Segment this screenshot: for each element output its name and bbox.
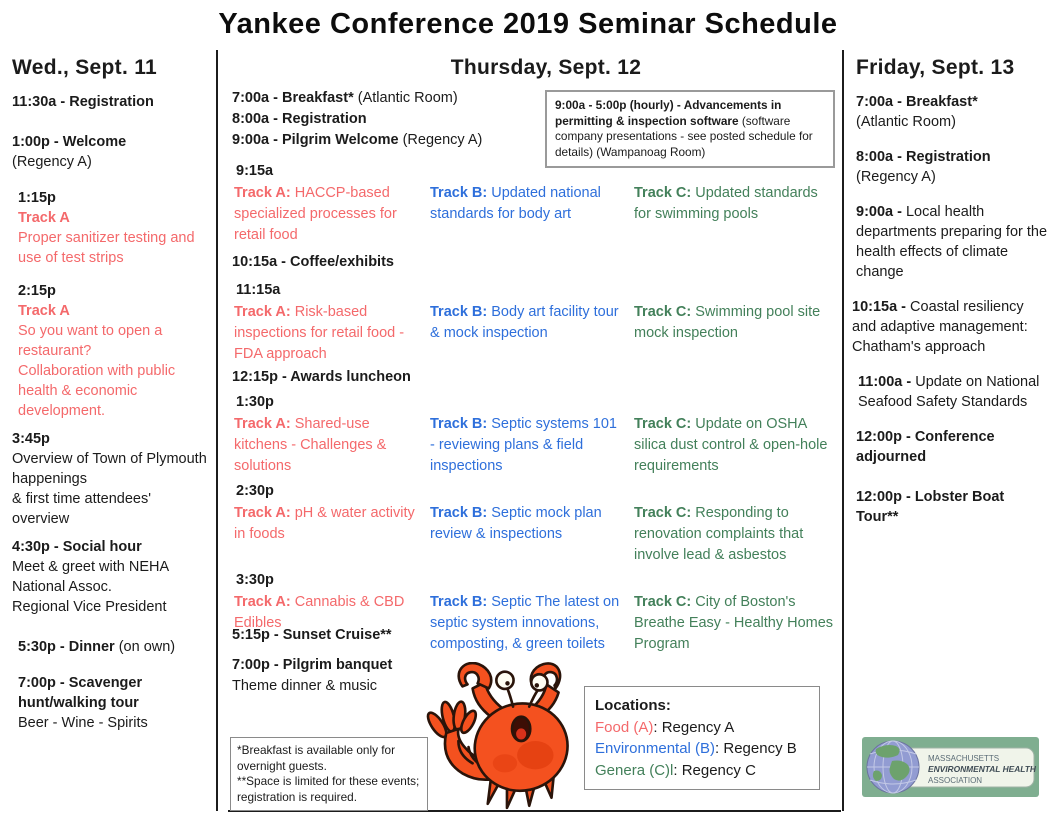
session-text: Responding to renovation complaints that involve lead & asbestos bbox=[634, 505, 804, 563]
session-900a bbox=[856, 202, 1050, 282]
session-room: (Atlantic Room) bbox=[357, 90, 458, 106]
session-title: 7:00p - Scavenger hunt/walking tour bbox=[18, 675, 143, 711]
session-text: Shared-use kitchens - Challenges & solutions bbox=[234, 416, 387, 474]
session-115p bbox=[12, 188, 208, 268]
track-a-session bbox=[228, 414, 430, 477]
session-title: 11:30a - Registration bbox=[12, 94, 154, 110]
session-title: 8:00a - Registration bbox=[856, 149, 991, 165]
track-a-label: Track A: bbox=[234, 304, 291, 320]
logo-line-1: MASSACHUSETTS bbox=[928, 754, 1000, 763]
session-time: 11:00a - bbox=[858, 374, 912, 390]
session-time: 11:15a bbox=[236, 282, 281, 298]
session-text: Septic mock plan review & inspections bbox=[430, 505, 602, 542]
track-c-label: Track C: bbox=[634, 594, 692, 610]
track-b-session bbox=[430, 183, 634, 246]
session-title: 1:00p - Welcome bbox=[12, 134, 127, 150]
track-c-session bbox=[634, 183, 840, 246]
session-registration bbox=[856, 147, 1050, 187]
session-note: (software company presentations - see posted schedule for details) (Wampanoag Room) bbox=[555, 113, 813, 159]
location-general bbox=[595, 760, 809, 782]
session-title: 7:00a - Breakfast* bbox=[232, 90, 354, 106]
session-adjourned bbox=[856, 427, 1050, 467]
session-title: 5:30p - Dinner bbox=[18, 639, 115, 655]
session-note: (on own) bbox=[118, 639, 176, 655]
location-environmental bbox=[595, 738, 809, 760]
session-title: 7:00a - Breakfast* bbox=[856, 94, 978, 110]
footnotes-box bbox=[230, 737, 428, 811]
track-a-label: Track A: bbox=[234, 185, 291, 201]
track-c-session bbox=[634, 503, 840, 566]
session-text: pH & water activity in foods bbox=[234, 505, 415, 542]
session-room: (Regency A) bbox=[12, 154, 92, 170]
session-room: (Regency A) bbox=[402, 132, 483, 148]
session-time: 10:15a - bbox=[852, 299, 907, 315]
friday-heading: Friday, Sept. 13 bbox=[856, 56, 1015, 79]
track-b-session bbox=[430, 503, 634, 566]
track-a-label: Track A bbox=[18, 210, 70, 226]
session-registration bbox=[12, 92, 208, 112]
locations-box bbox=[584, 686, 820, 790]
session-text: Update on OSHA silica dust control & open-hole requirements bbox=[634, 416, 828, 474]
session-text: Meet & greet with NEHA National Assoc. bbox=[12, 559, 169, 595]
track-a-session bbox=[228, 503, 430, 566]
session-title: 9:00a - 5:00p (hourly) - Advancements in permitting & inspection software bbox=[555, 98, 782, 128]
session-title: 12:00p - Conference adjourned bbox=[856, 429, 995, 465]
track-a-label: Track A bbox=[18, 303, 70, 319]
session-215p bbox=[12, 281, 208, 421]
footnote-space: **Space is limited for these events; registration is required. bbox=[237, 774, 420, 804]
session-text: Theme dinner & music bbox=[232, 678, 378, 694]
session-text: City of Boston's Breathe Easy - Healthy Homes Program bbox=[634, 594, 834, 652]
session-text: Coastal resiliency and adaptive management: Chatham's approach bbox=[852, 299, 1028, 355]
session-title: 5:15p - Sunset Cruise** bbox=[232, 627, 392, 643]
session-1100a bbox=[858, 372, 1050, 412]
logo-line-2: ENVIRONMENTAL HEALTH bbox=[928, 764, 1036, 774]
session-text: & first time attendees' overview bbox=[12, 491, 151, 527]
session-text: Septic systems 101 - reviewing plans & field inspections bbox=[430, 416, 617, 474]
session-text: Swimming pool site mock inspection bbox=[634, 304, 821, 341]
session-text: Updated national standards for body art bbox=[430, 185, 601, 222]
food-track-label: Food (A) bbox=[595, 718, 654, 736]
environmental-track-label: Environmental (B) bbox=[595, 740, 716, 757]
meha-logo bbox=[862, 737, 1039, 797]
thursday-morning-block bbox=[228, 88, 532, 151]
session-title: 10:15a - Coffee/exhibits bbox=[232, 254, 394, 270]
session-text: Proper sanitizer testing and use of test strips bbox=[18, 230, 195, 266]
sessions-1115 bbox=[228, 302, 840, 365]
track-c-label: Track C: bbox=[634, 304, 692, 320]
session-text: Update on National Seafood Safety Standards bbox=[858, 374, 1040, 410]
general-track-label: Genera (C)l bbox=[595, 761, 674, 779]
sessions-915 bbox=[228, 183, 840, 246]
session-room: (Regency A) bbox=[856, 169, 936, 185]
footnote-breakfast: *Breakfast is available only for overnight guests. bbox=[237, 743, 396, 773]
location-food bbox=[595, 717, 809, 739]
session-text: Risk-based inspections for retail food - FDA approach bbox=[234, 304, 405, 362]
track-b-label: Track B: bbox=[430, 594, 488, 610]
software-presentations-box bbox=[545, 90, 835, 168]
session-title: 7:00p - Pilgrim banquet bbox=[232, 657, 393, 673]
session-345p bbox=[12, 429, 208, 529]
track-c-label: Track C: bbox=[634, 416, 692, 432]
session-time: 2:15p bbox=[18, 283, 56, 299]
session-social-hour bbox=[12, 537, 208, 617]
page-title: Yankee Conference 2019 Seminar Schedule bbox=[218, 8, 838, 40]
session-text: So you want to open a restaurant? bbox=[18, 323, 163, 359]
track-b-session bbox=[430, 414, 634, 477]
session-1015a bbox=[852, 297, 1050, 357]
location-room: : Regency A bbox=[653, 718, 735, 736]
wednesday-heading: Wed., Sept. 11 bbox=[12, 56, 158, 79]
session-title: 12:15p - Awards luncheon bbox=[232, 369, 411, 385]
track-a-session bbox=[228, 302, 430, 365]
sessions-130 bbox=[228, 414, 840, 477]
track-b-label: Track B: bbox=[430, 505, 488, 521]
track-b-label: Track B: bbox=[430, 185, 488, 201]
session-title: 4:30p - Social hour bbox=[12, 539, 142, 555]
session-text: Body art facility tour & mock inspection bbox=[430, 304, 619, 341]
track-b-label: Track B: bbox=[430, 416, 488, 432]
globe-icon bbox=[867, 741, 919, 793]
session-title: 8:00a - Registration bbox=[232, 111, 367, 127]
location-room: : Regency C bbox=[673, 761, 756, 779]
location-room: : Regency B bbox=[715, 740, 797, 757]
session-room: (Atlantic Room) bbox=[856, 114, 956, 130]
track-a-label: Track A: bbox=[234, 416, 291, 432]
session-text: HACCP-based specialized processes for retail food bbox=[234, 185, 397, 243]
session-text: Regional Vice President bbox=[12, 599, 167, 615]
locations-heading: Locations: bbox=[595, 697, 671, 714]
track-c-session bbox=[634, 414, 840, 477]
track-b-session bbox=[430, 302, 634, 365]
wednesday-column bbox=[12, 52, 208, 746]
session-welcome bbox=[12, 132, 208, 172]
track-b-label: Track B: bbox=[430, 304, 488, 320]
column-divider-left bbox=[216, 50, 218, 811]
session-time: 3:45p bbox=[12, 431, 50, 447]
track-c-label: Track C: bbox=[634, 505, 692, 521]
track-b-session bbox=[430, 592, 634, 655]
track-c-label: Track C: bbox=[634, 185, 692, 201]
thursday-heading: Thursday, Sept. 12 bbox=[450, 56, 642, 79]
session-text: Septic The latest on septic system innovations, composting, & green toilets bbox=[430, 594, 620, 652]
session-text: Overview of Town of Plymouth happenings bbox=[12, 451, 207, 487]
session-title: 12:00p - Lobster Boat Tour** bbox=[856, 489, 1005, 525]
track-a-session bbox=[228, 183, 430, 246]
session-text: Updated standards for swimming pools bbox=[634, 185, 818, 222]
session-time: 2:30p bbox=[236, 483, 274, 499]
session-time: 1:30p bbox=[236, 394, 274, 410]
logo-line-3: ASSOCIATION bbox=[928, 776, 983, 785]
session-time: 9:15a bbox=[236, 163, 274, 179]
session-time: 9:00a - bbox=[856, 204, 902, 220]
session-text: Beer - Wine - Spirits bbox=[18, 715, 148, 731]
track-c-session bbox=[634, 302, 840, 365]
session-title: 9:00a - Pilgrim Welcome bbox=[232, 132, 399, 148]
session-time: 3:30p bbox=[236, 572, 274, 588]
session-time: 1:15p bbox=[18, 190, 56, 206]
session-lobster-tour bbox=[856, 487, 1050, 527]
column-divider-right bbox=[842, 50, 844, 811]
session-scavenger bbox=[12, 673, 208, 733]
session-text: Cannabis & CBD Edibles bbox=[234, 594, 405, 631]
session-text: Collaboration with public health & economic development. bbox=[18, 363, 176, 419]
track-a-label: Track A: bbox=[234, 594, 291, 610]
lobster-illustration bbox=[424, 662, 594, 814]
track-a-label: Track A: bbox=[234, 505, 291, 521]
sessions-230 bbox=[228, 503, 840, 566]
track-c-session bbox=[634, 592, 840, 655]
session-dinner bbox=[12, 637, 208, 657]
session-breakfast bbox=[856, 92, 1050, 132]
friday-column bbox=[850, 52, 1050, 542]
session-text: Local health departments preparing for the health effects of climate change bbox=[856, 204, 1048, 280]
